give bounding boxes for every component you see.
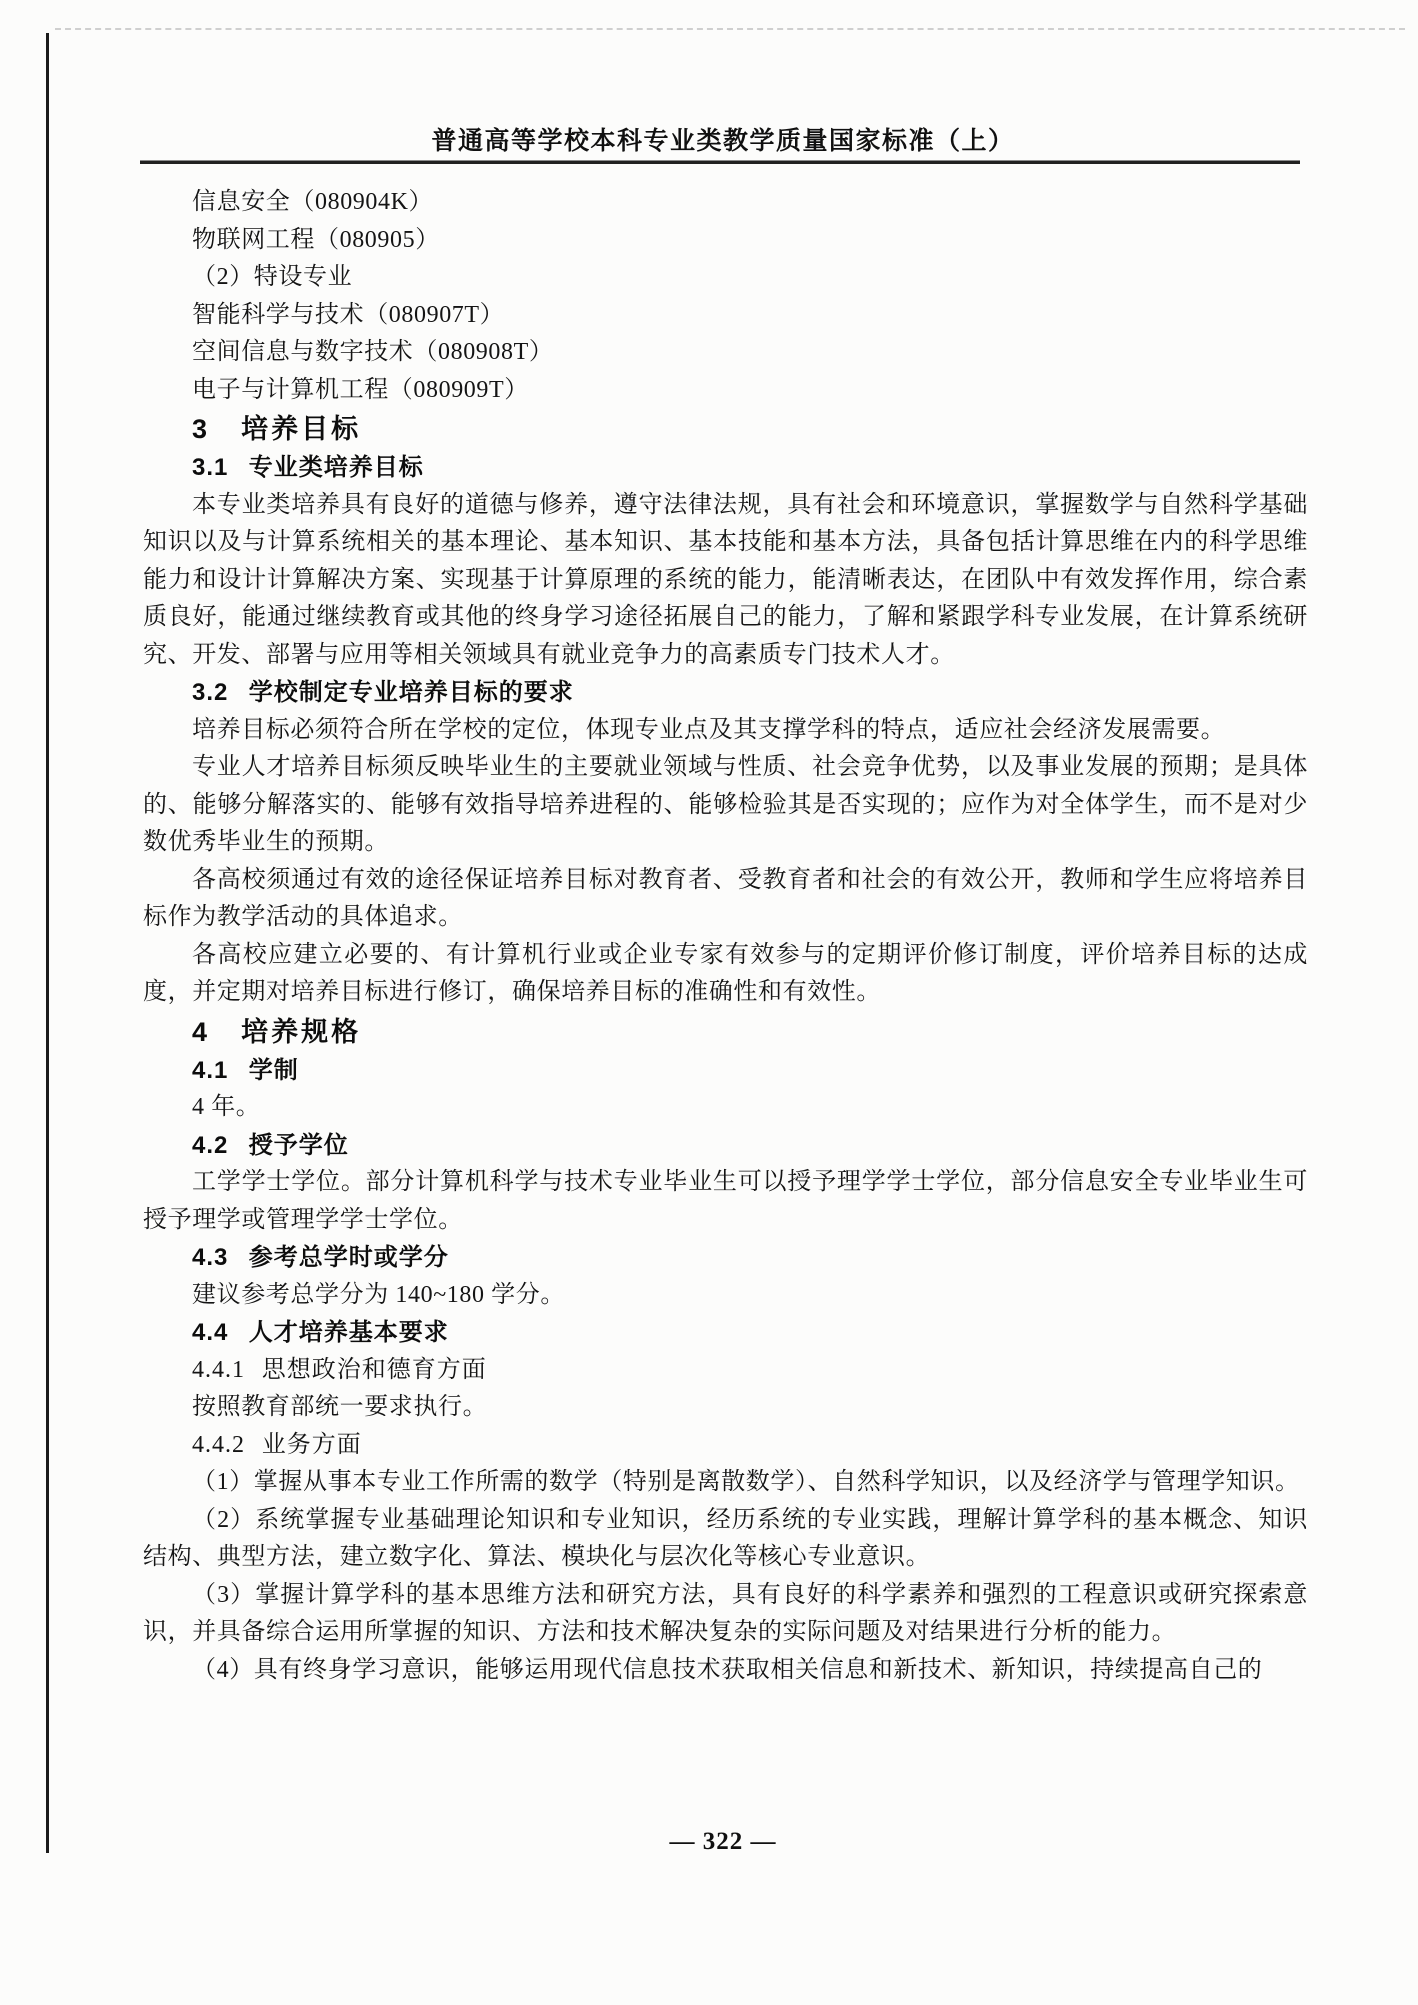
numbered-requirement: （3）掌握计算学科的基本思维方法和研究方法，具有良好的科学素养和强烈的工程意识或研究探索意识，并具备综合运用所掌握的知识、方法和技术解决复杂的实际问题及对结果进行分析的能力。: [143, 1581, 1308, 1645]
numbered-requirement: （1）掌握从事本专业工作所需的数学（特别是离散数学）、自然科学知识，以及经济学与管理学知识。: [192, 1469, 1300, 1495]
section-4-1-heading: [143, 1052, 1308, 1090]
page-body: [143, 184, 1308, 1689]
section-4-2-heading: [143, 1127, 1308, 1165]
section-title: 业务方面: [261, 1431, 362, 1458]
major-list-item: 智能科学与技术（080907T）: [192, 301, 505, 328]
numbered-requirement: （2）系统掌握专业基础理论知识和专业知识，经历系统的专业实践，理解计算学科的基本概念、知识结构、典型方法，建立数字化、算法、模块化与层次化等核心专业意识。: [143, 1506, 1308, 1570]
paragraph: 按照教育部统一要求执行。: [192, 1394, 488, 1420]
header-rule: [140, 160, 1300, 164]
section-number: 4.4.2: [192, 1431, 245, 1458]
section-number: 4.3: [192, 1244, 229, 1271]
section-number: 4.4: [192, 1319, 229, 1346]
section-title: 专业类培养目标: [248, 454, 424, 481]
section-4-4-2-heading: [143, 1427, 1308, 1465]
paragraph: 建议参考总学分为 140~180 学分。: [192, 1281, 565, 1308]
major-list-item: （2）特设专业: [192, 264, 353, 290]
section-title: 参考总学时或学分: [248, 1244, 449, 1271]
numbered-requirement: （4）具有终身学习意识，能够运用现代信息技术获取相关信息和新技术、新知识，持续提高自己的: [192, 1656, 1263, 1683]
section-4-4-heading: [143, 1314, 1308, 1352]
paragraph: 本专业类培养具有良好的道德与修养，遵守法律法规，具有社会和环境意识，掌握数学与自然科学基础知识以及与计算系统相关的基本理论、基本知识、基本技能和基本方法，具备包括计算思维在内的科学思维能力和设计计算解决方案、实现基于计算原理的系统的能力，能清晰表达，在团队中有效发挥作用，综合素质良好，能通过继续教育或其他的终身学习途径拓展自己的能力，了解和紧跟学科专业发展，在计算系统研究、开发、部署与应用等相关领域具有就业竞争力的高素质专门技术人才。: [143, 491, 1308, 668]
section-number: 4.1: [192, 1056, 229, 1084]
section-title: 培养规格: [241, 1016, 362, 1047]
section-title: 学校制定专业培养目标的要求: [248, 679, 574, 706]
running-header-title: 普通高等学校本科专业类教学质量国家标准（上）: [431, 127, 1015, 155]
paragraph: 培养目标必须符合所在学校的定位，体现专业点及其支撑学科的特点，适应社会经济发展需要。: [192, 716, 1226, 743]
section-3-heading: [143, 409, 1308, 449]
paragraph: 各高校须通过有效的途径保证培养目标对教育者、受教育者和社会的有效公开，教师和学生应将培养目标作为教学活动的具体追求。: [143, 866, 1308, 930]
section-title: 学制: [248, 1056, 299, 1084]
major-list-item: 物联网工程（080905）: [192, 226, 440, 253]
section-title: 思想政治和德育方面: [261, 1356, 487, 1383]
section-4-3-heading: [143, 1239, 1308, 1277]
scan-noise-dashes: [55, 28, 1405, 30]
section-title: 培养目标: [241, 414, 362, 444]
paragraph: 4 年。: [192, 1094, 261, 1120]
paragraph: 工学学士学位。部分计算机科学与技术专业毕业生可以授予理学学士学位，部分信息安全专业毕业生可授予理学或管理学学士学位。: [143, 1169, 1308, 1233]
section-4-heading: [143, 1012, 1308, 1052]
section-number: 3: [192, 414, 211, 444]
section-3-1-heading: [143, 449, 1308, 487]
section-number: 4.2: [192, 1131, 229, 1159]
section-4-4-1-heading: [143, 1352, 1308, 1390]
section-number: 4: [192, 1016, 211, 1047]
section-number: 4.4.1: [192, 1356, 245, 1383]
section-number: 3.2: [192, 679, 229, 706]
page-number: — 322 —: [669, 1828, 777, 1855]
major-list-item: 信息安全（080904K）: [192, 189, 434, 215]
paragraph: 专业人才培养目标须反映毕业生的主要就业领域与性质、社会竞争优势，以及事业发展的预期；是具体的、能够分解落实的、能够有效指导培养进程的、能够检验其是否实现的；应作为对全体学生，而不是对少数优秀毕业生的预期。: [143, 754, 1308, 855]
scan-edge-line: [46, 33, 49, 1853]
section-title: 人才培养基本要求: [248, 1319, 449, 1346]
major-list-item: 空间信息与数字技术（080908T）: [192, 339, 554, 365]
section-3-2-heading: [143, 674, 1308, 712]
major-list-item: 电子与计算机工程（080909T）: [192, 376, 529, 403]
section-title: 授予学位: [248, 1131, 349, 1159]
section-number: 3.1: [192, 454, 229, 481]
paragraph: 各高校应建立必要的、有计算机行业或企业专家有效参与的定期评价修订制度，评价培养目标的达成度，并定期对培养目标进行修订，确保培养目标的准确性和有效性。: [143, 941, 1308, 1005]
